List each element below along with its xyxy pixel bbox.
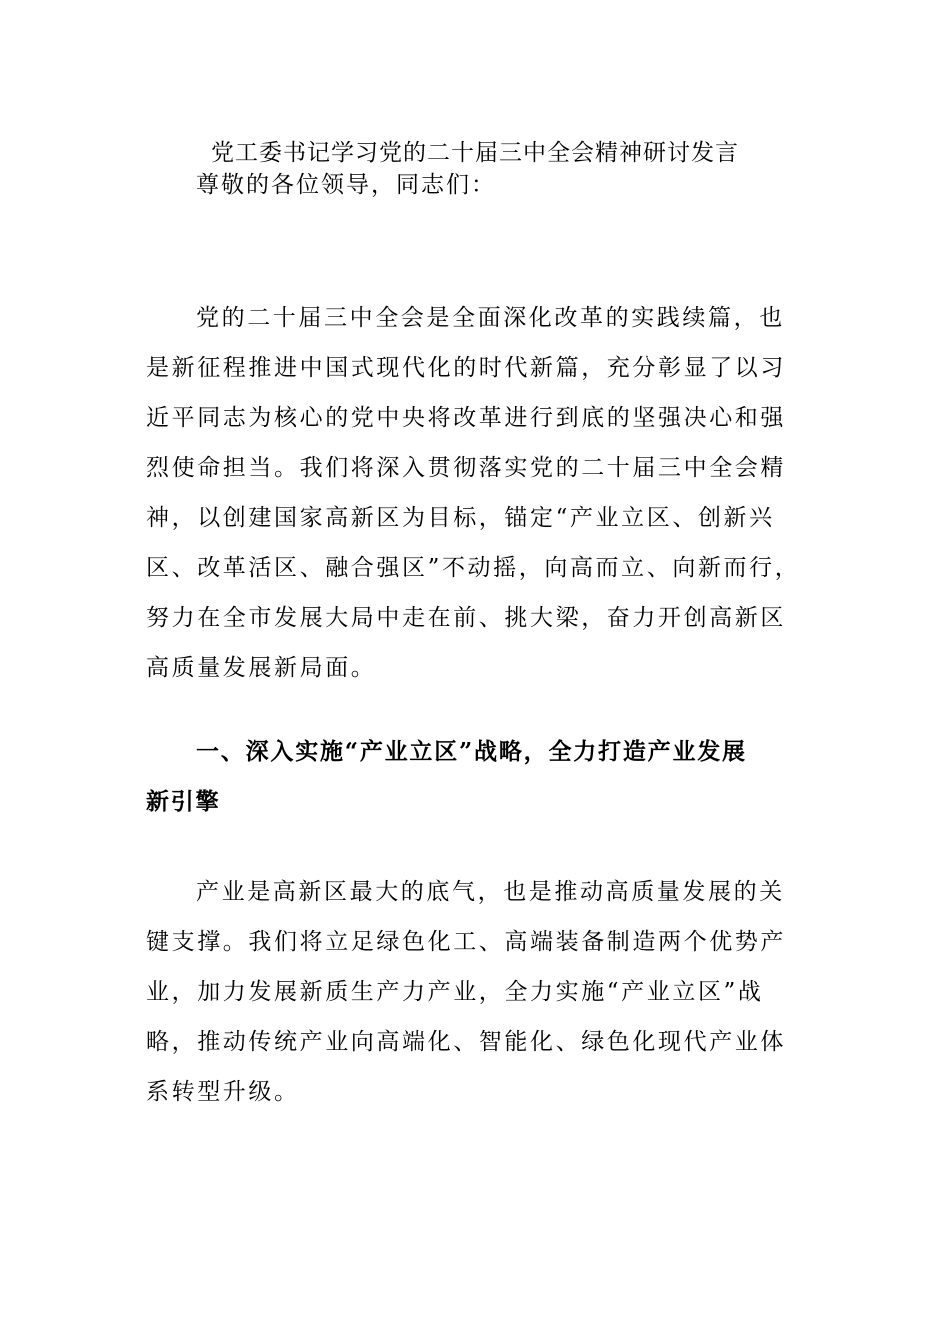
paragraph-line: 烈使命担当。我们将深入贯彻落实党的二十届三中全会精	[146, 455, 786, 481]
intro-paragraph	[146, 300, 806, 700]
salutation: 尊敬的各位领导，同志们：	[196, 172, 496, 198]
paragraph-line: 神，以创建国家高新区为目标，锚定“产业立区、创新兴	[146, 505, 775, 531]
section-1-body	[146, 874, 806, 1124]
paragraph-line: 区、改革活区、融合强区”不动摇，向高而立、向新而行，	[146, 555, 801, 581]
paragraph-line: 努力在全市发展大局中走在前、挑大梁，奋力开创高新区	[146, 605, 786, 631]
document-title: 党工委书记学习党的二十届三中全会精神研讨发言	[211, 140, 739, 166]
paragraph-line: 系转型升级。	[146, 1079, 300, 1105]
heading-line: 新引擎	[146, 788, 221, 815]
paragraph-line: 业，加力发展新质生产力产业，全力实施“产业立区”战	[146, 979, 764, 1005]
paragraph-line: 键支撑。我们将立足绿色化工、高端装备制造两个优势产	[146, 929, 786, 955]
section-1-heading	[146, 734, 806, 834]
paragraph-line: 近平同志为核心的党中央将改革进行到底的坚强决心和强	[146, 405, 786, 431]
paragraph-line: 略，推动传统产业向高端化、智能化、绿色化现代产业体	[146, 1029, 786, 1055]
heading-line: 一、深入实施“产业立区”战略，全力打造产业发展	[196, 738, 747, 765]
paragraph-line: 高质量发展新局面。	[146, 655, 377, 681]
paragraph-line: 党的二十届三中全会是全面深化改革的实践续篇，也	[196, 305, 785, 331]
paragraph-line: 产业是高新区最大的底气，也是推动高质量发展的关	[196, 879, 785, 905]
paragraph-line: 是新征程推进中国式现代化的时代新篇，充分彰显了以习	[146, 355, 786, 381]
